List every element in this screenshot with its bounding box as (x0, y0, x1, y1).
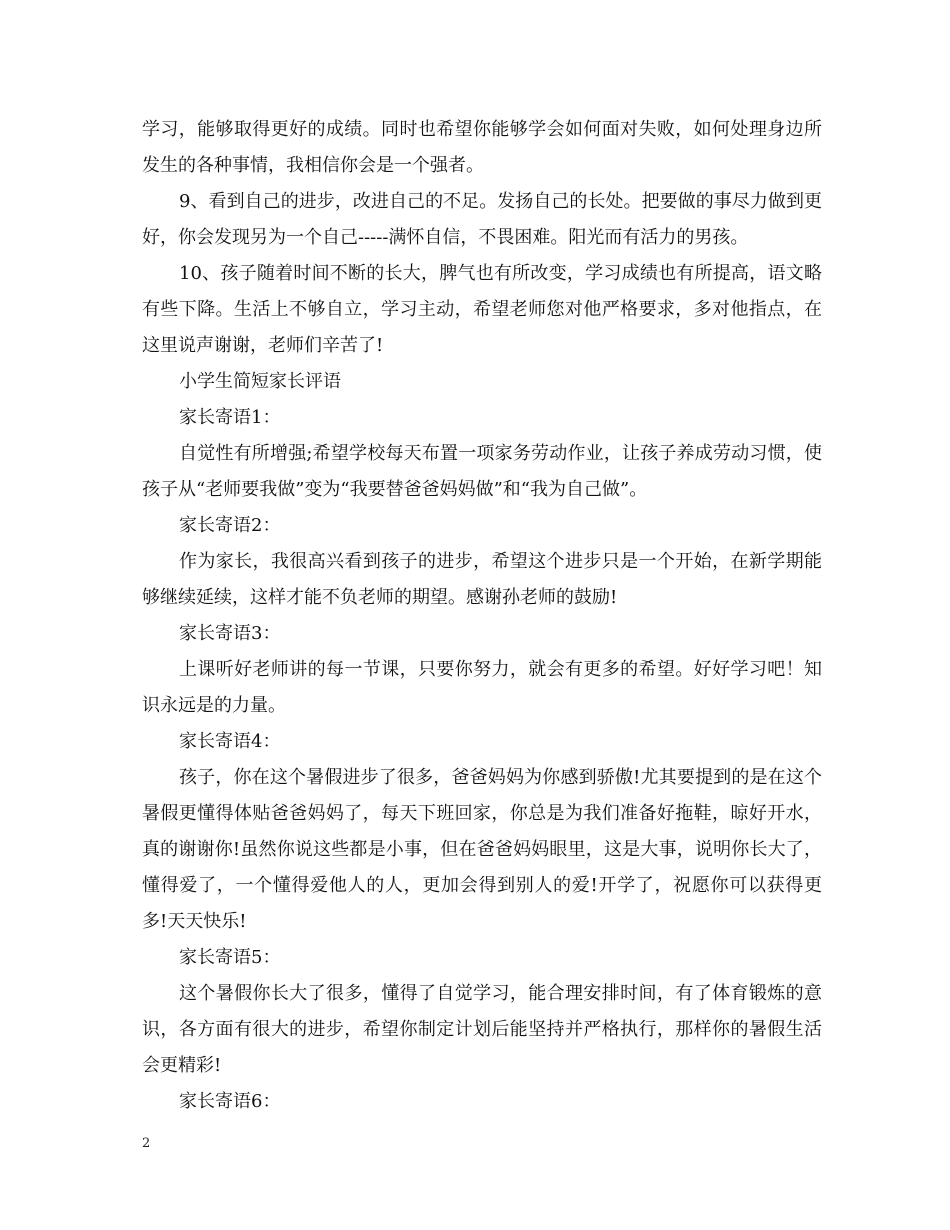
paragraph: 孩子，你在这个暑假进步了很多，爸爸妈妈为你感到骄傲!尤其要提到的是在这个暑假更懂得体贴爸爸妈妈了，每天下班回家，你总是为我们准备好拖鞋，晾好开水，真的谢谢你!虽然你说这些都是小事，但在爸爸妈妈眼里，这是大事，说明你长大了，懂得爱了，一个懂得爱他人的人，更加会得到别人的爱!开学了，祝愿你可以获得更多!天天快乐! (142, 767, 822, 932)
paragraph: 10、孩子随着时间不断的长大，脾气也有所改变，学习成绩也有所提高，语文略有些下降。生活上不够自立，学习主动，希望老师您对他严格要求，多对他指点，在这里说声谢谢，老师们辛苦了! (142, 263, 822, 356)
paragraph: 家长寄语3： (179, 623, 281, 644)
paragraph: 上课听好老师讲的每一节课，只要你努力，就会有更多的希望。好好学习吧！知识永远是的力量。 (142, 659, 822, 716)
paragraph: 自觉性有所增强;希望学校每天布置一项家务劳动作业，让孩子养成劳动习惯，使孩子从“老师要我做”变为“我要替爸爸妈妈做”和“我为自己做”。 (142, 443, 822, 500)
document-body (142, 112, 822, 1120)
paragraph: 这个暑假你长大了很多，懂得了自觉学习，能合理安排时间，有了体育锻炼的意识，各方面有很大的进步，希望你制定计划后能坚持并严格执行，那样你的暑假生活会更精彩! (142, 983, 822, 1076)
paragraph: 家长寄语5： (179, 947, 281, 968)
paragraph: 家长寄语1： (179, 407, 281, 428)
page-number: 2 (142, 1136, 151, 1151)
paragraph: 作为家长，我很高兴看到孩子的进步，希望这个进步只是一个开始，在新学期能够继续延续，这样才能不负老师的期望。感谢孙老师的鼓励! (142, 551, 822, 608)
paragraph: 家长寄语6： (179, 1091, 281, 1112)
paragraph: 学习，能够取得更好的成绩。同时也希望你能够学会如何面对失败，如何处理身边所发生的各种事情，我相信你会是一个强者。 (142, 119, 822, 176)
paragraph: 小学生简短家长评语 (179, 371, 341, 392)
paragraph: 9、看到自己的进步，改进自己的不足。发扬自己的长处。把要做的事尽力做到更好，你会发现另为一个自己-----满怀自信，不畏困难。阳光而有活力的男孩。 (142, 191, 822, 248)
paragraph: 家长寄语4： (179, 731, 281, 752)
paragraph: 家长寄语2： (179, 515, 281, 536)
